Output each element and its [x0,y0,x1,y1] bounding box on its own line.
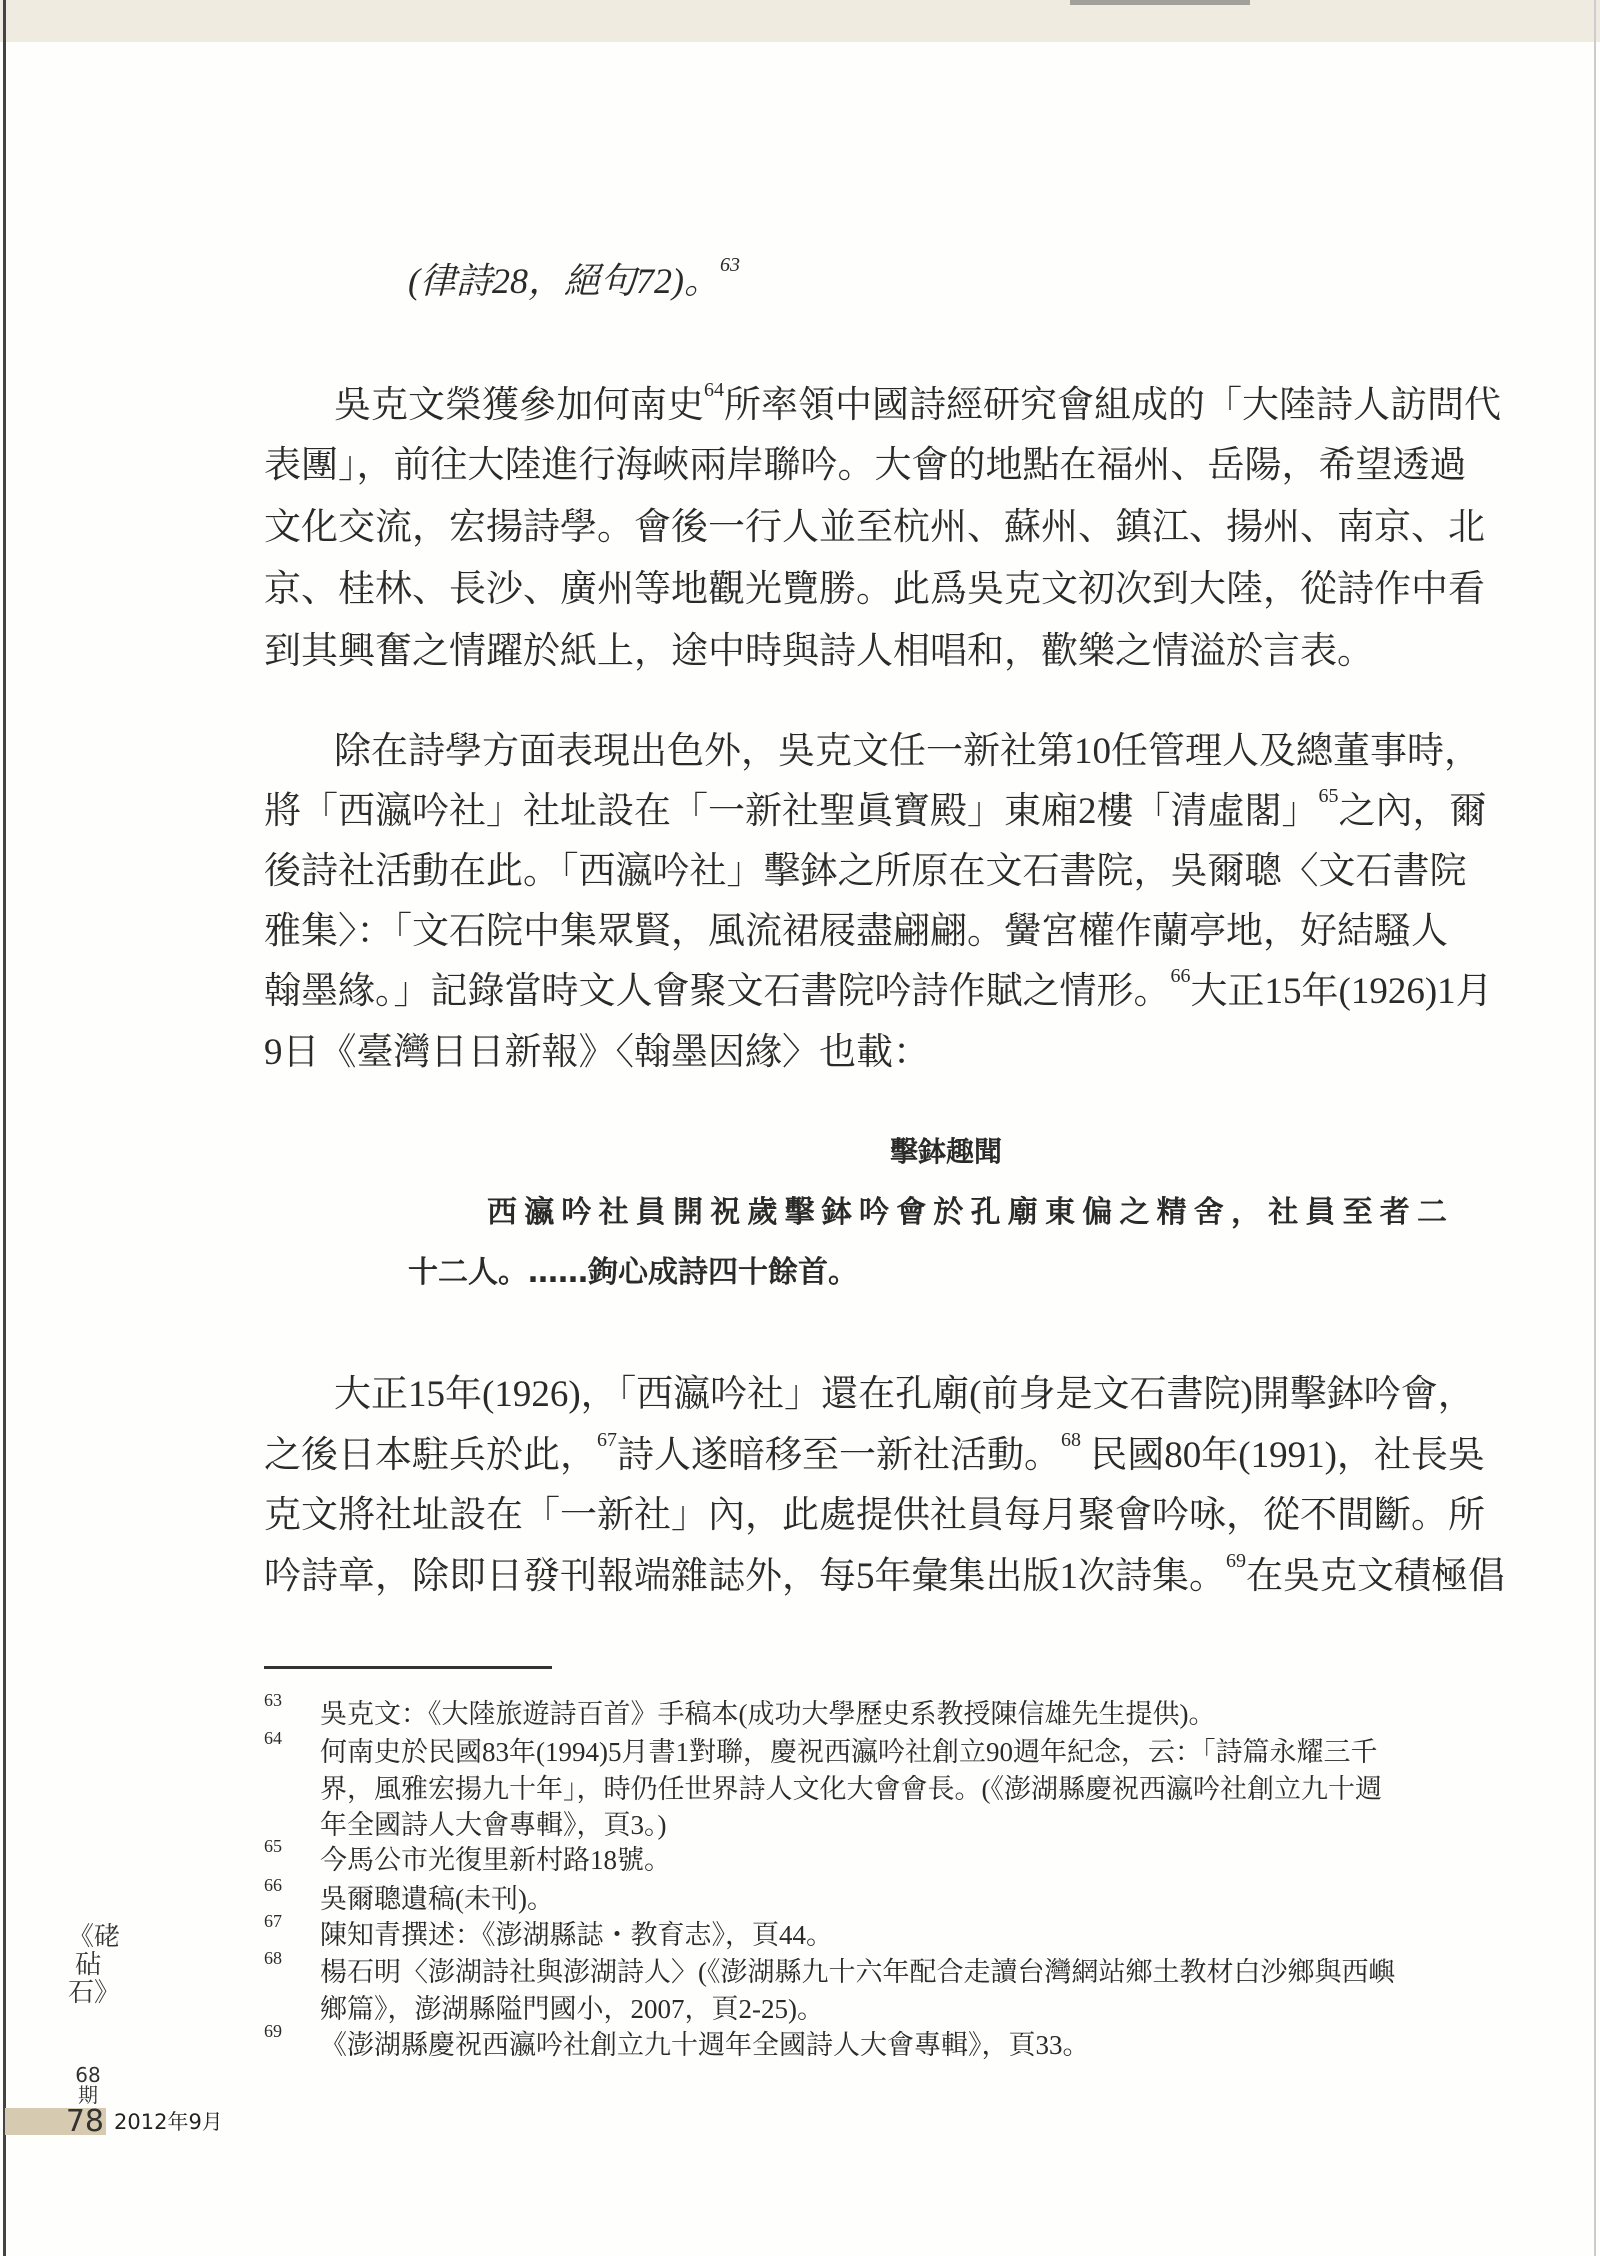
footnote-ref: 65 [1318,785,1339,807]
footnote-number: 64 [264,1728,282,1748]
text-line [264,1550,1505,1599]
text-segment: 將「西瀛吟社」社址設在「一新社聖眞寶殿」東廂2樓「清虛閣」 [264,791,1319,832]
text-segment: 大正15年(1926)1月 [1190,971,1493,1012]
text-segment: 後詩社活動在此。「西瀛吟社」擊鉢之所原在文石書院，吳爾聰〈文石書院 [264,851,1467,892]
footnote-text: 《澎湖縣慶祝西瀛吟社創立九十週年全國詩人大會專輯》，頁33。 [320,2030,1090,2060]
text-line [264,630,1447,674]
page-right-edge [1594,0,1596,2256]
footnote-number: 66 [264,1875,282,1895]
text-line [264,1429,1485,1478]
text-segment: 表團」，前往大陸進行海峽兩岸聯吟。大會的地點在福州、岳陽，希望透過 [264,445,1467,486]
text-segment: 所率領中國詩經研究會組成的「大陸詩人訪問代 [724,385,1501,426]
footnote-ref: 67 [597,1429,617,1451]
footnote-number: 69 [264,2021,282,2041]
text-segment: 9日《臺灣日日新報》〈翰墨因緣〉也載： [264,1032,930,1073]
text-segment: 到其興奮之情躍於紙上，途中時與詩人相唱和，歡樂之情溢於言表。 [264,631,1374,672]
footnote-number: 65 [264,1836,282,1856]
footnote-number: 67 [264,1911,282,1931]
text-segment: 詩人遂暗移至一新社活動。 [617,1435,1061,1476]
text-segment: 在吳克文積極倡 [1246,1556,1505,1597]
text-line [264,1031,1447,1075]
page-left-edge [3,0,6,2256]
footnote-ref: 68 [1061,1429,1081,1451]
text-line [264,506,1485,550]
text-line [264,965,1493,1014]
issue-number: 68期 [75,2063,101,2107]
text-segment: 除在詩學方面表現出色外，吳克文任一新社第10任管理人及總董事時， [334,731,1481,772]
page-number: 78 [65,2104,104,2139]
text-segment: 之後日本駐兵於此， [264,1435,597,1476]
text-segment: 雅集〉：「文石院中集眾賢，風流裙屐盡翩翩。黌宮權作蘭亭地，好結騷人 [264,911,1448,952]
text-line [334,1373,1475,1417]
footnote-text: 楊石明〈澎湖詩社與澎湖詩人〉(《澎湖縣九十六年配合走讀台灣網站鄉土教材白沙鄉與西嶼 [320,1957,1396,1987]
text-segment: 民國80年(1991)，社長吳 [1081,1435,1485,1476]
footnote-text: 年全國詩人大會專輯》，頁3。) [320,1810,667,1840]
poem-count-line [408,254,1591,303]
text-line [264,850,1467,894]
footnote-text: 鄉篇》，澎湖縣隘門國小，2007，頁2-25)。 [320,1994,824,2024]
footnote-ref: 63 [719,254,740,276]
footnote-ref: 66 [1170,965,1191,987]
text-segment: 克文將社址設在「一新社」內，此處提供社員每月聚會吟咏，從不間斷。所 [264,1495,1485,1536]
text-segment: 翰墨緣。」記錄當時文人會聚文石書院吟詩作賦之情形。 [264,971,1171,1012]
footnote-text: 界，風雅宏揚九十年」，時仍任世界詩人文化大會會長。(《澎湖縣慶祝西瀛吟社創立九十週 [320,1774,1382,1804]
journal-title: 《硓砧石》 [68,1922,121,2008]
footnote-text: 今馬公市光復里新村路18號。 [320,1845,671,1875]
top-margin-band [0,0,1600,42]
footnote-ref: 64 [704,379,724,401]
footnote-number: 63 [264,1690,282,1710]
cropped-header-text [1070,0,1250,5]
quote-line: 西瀛吟社員開祝歲擊鉢吟會於孔廟東偏之精舍，社員至者二 [487,1195,1447,1230]
footnote-number: 68 [264,1948,282,1968]
text-segment: 大正15年(1926)，「西瀛吟社」還在孔廟(前身是文石書院)開擊鉢吟會， [334,1374,1475,1415]
text-line [264,1494,1485,1538]
footnote-text: 吳爾聰遺稿(未刊)。 [320,1884,554,1914]
quote-line: 十二人。……鉤心成詩四十餘首。 [408,1255,858,1290]
text-line [264,785,1487,834]
footnote-divider [264,1666,552,1669]
text-line [334,730,1481,774]
text-line [264,568,1485,612]
footnote-ref: 69 [1226,1550,1246,1572]
text-segment: 文化交流，宏揚詩學。會後一行人並至杭州、蘇州、鎮江、揚州、南京、北 [264,507,1485,548]
poem-count-text: (律詩28，絕句72)。 [408,261,720,301]
text-segment: 京、桂林、長沙、廣州等地觀光覽勝。此爲吳克文初次到大陸，從詩作中看 [264,569,1485,610]
text-line [264,910,1447,954]
text-segment: 之內，爾 [1338,791,1487,832]
footnote-text: 吳克文：《大陸旅遊詩百首》手稿本(成功大學歷史系教授陳信雄先生提供)。 [320,1699,1216,1729]
text-line [264,444,1467,488]
page-number-band [5,2104,106,2139]
text-line [334,379,1501,428]
footnote-text: 何南史於民國83年(1994)5月書1對聯，慶祝西瀛吟社創立90週年紀念，云：「詩篇永耀三千 [320,1737,1378,1767]
text-segment: 吟詩章，除即日發刊報端雜誌外，每5年彙集出版1次詩集。 [264,1556,1226,1597]
issue-date: 2012年9月 [114,2110,223,2134]
text-segment: 吳克文榮獲參加何南史 [334,385,704,426]
quote-title: 擊鉢趣聞 [890,1135,1003,1168]
footnote-text: 陳知青撰述：《澎湖縣誌・教育志》，頁44。 [320,1920,833,1950]
